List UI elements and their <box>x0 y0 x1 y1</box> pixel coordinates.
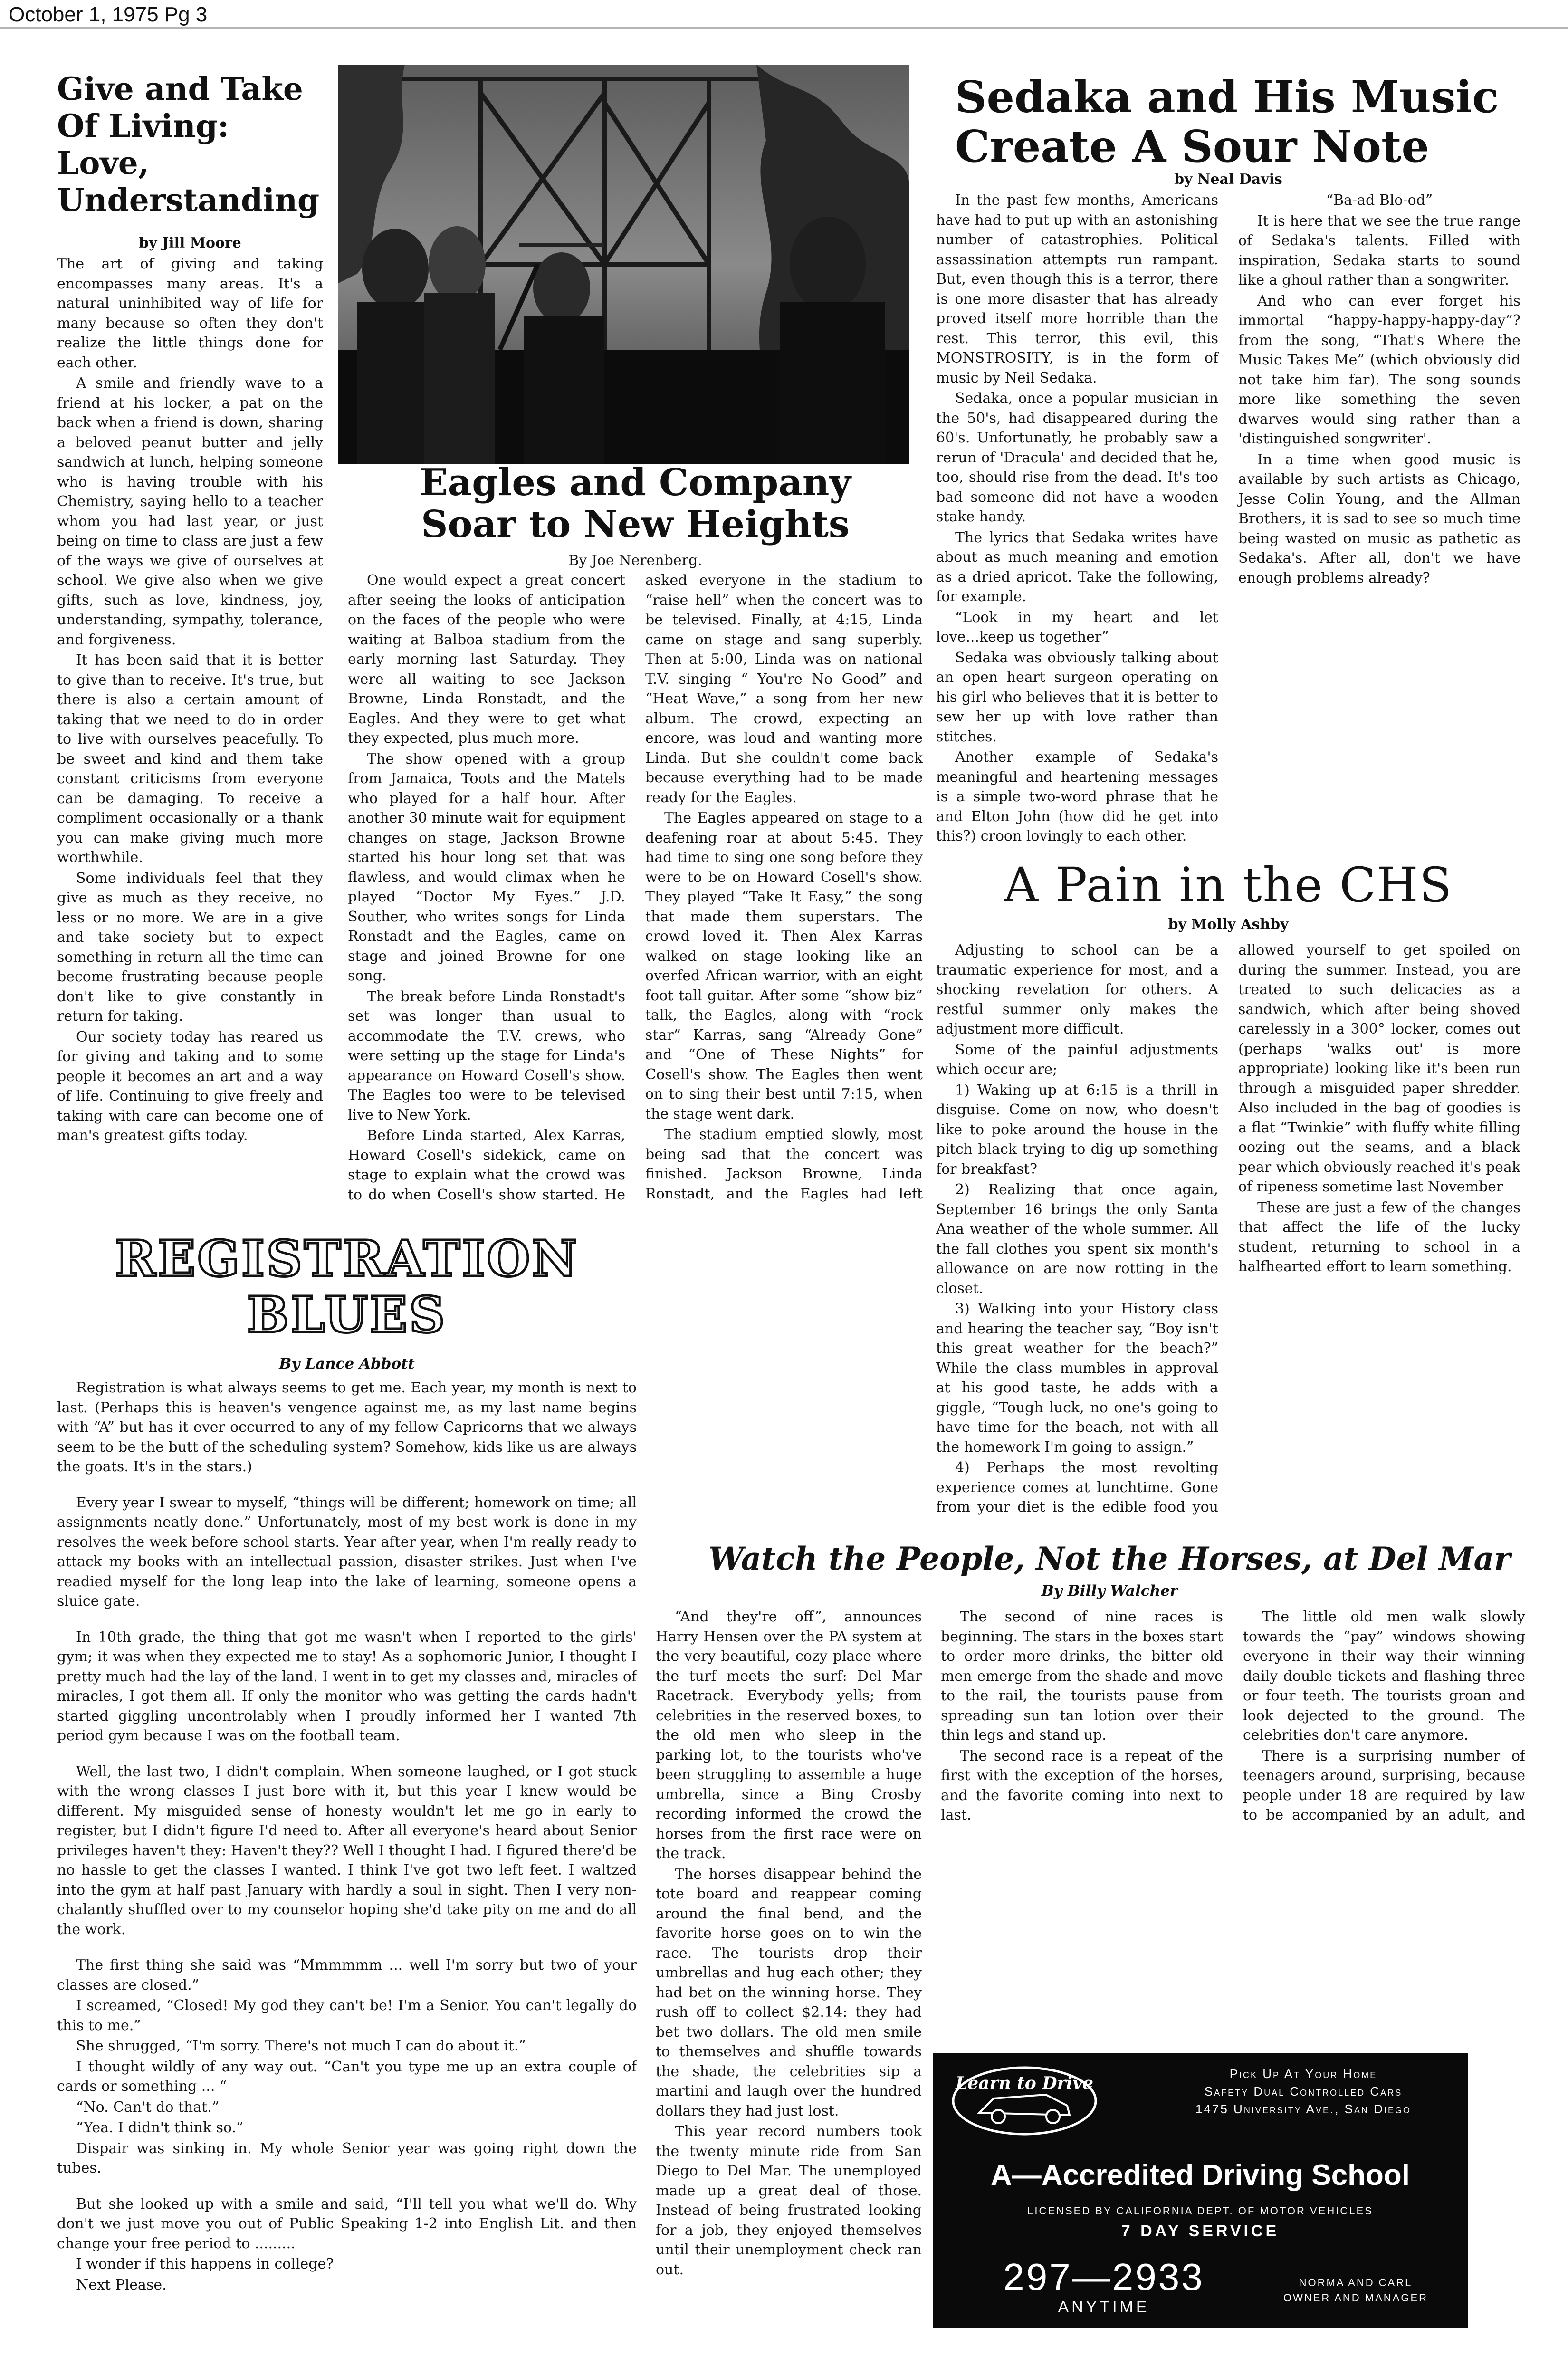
eagles-headline: Eagles and Company Soar to New Heights <box>420 462 851 546</box>
concert-photo <box>338 65 909 464</box>
pain-body: Adjusting to school can be a traumatic experience for most, and a shocking revelation for others. A restful summer only makes the adjustment more difficult. Some of the painful adjustments which occur are; 1) Waking up at 6:15 is a thrill in disguise. Come on now, who doesn't like to poke around the house in the pitch black trying to dig up something for breakfast? 2) Realizing that once again, September 16 brings the only Santa Ana weather of the whole summer. All the fall clothes you spent six month's allowance on are now rotting in the closet. 3) Walking into your History class and hearing the teacher say, “Boy isn't this great weather for the beach?” While the class mumbles in approval at his good taste, he adds with a giggle, “Tough luck, no one's going to have time for the beach, not with all the homework I'm going to assign.” 4) Perhaps the most revolting experience comes at lunchtime. Gone from your diet is the edible food you allowed yourself to get spoiled on during the summer. Instead, you are treated to such delicacies as a sandwich, which after being shoved carelessly in a 300° locker, comes out (perhaps 'walks out' is more appropriate) looking like it's been run through a misguided paper shredder. Also included in the bag of goodies is a flat “Twinkie” with fluffy white filling oozing out the seams, and a black pear which obviously reached it's peak of ripeness sometime last November These are just a few of the changes that affect the life of the lucky student, returning to school in a halfhearted effort to learn something. <box>936 942 1520 1515</box>
driving-school-logo <box>951 2065 1098 2136</box>
logo-text: Learn to Drive <box>955 2073 1094 2093</box>
driving-school-ad <box>933 2053 1468 2328</box>
delmar-headline: Watch the People, Not the Horses, at Del Mar <box>708 1540 1511 1577</box>
pain-headline: A Pain in the CHS <box>1004 859 1453 913</box>
header-rule <box>0 0 1568 29</box>
registration-article <box>57 1231 637 2371</box>
sedaka-article <box>936 72 1520 852</box>
ad-license: LICENSED BY CALIFORNIA DEPT. OF MOTOR VEHICLES <box>1027 2205 1373 2217</box>
registration-headline: REGISTRATION BLUES <box>115 1231 579 1344</box>
concert-photo-image <box>338 65 909 464</box>
ad-pickup: Pick Up At Your Home Safety Dual Controlled Cars 1475 University Ave., San Diego <box>1195 2067 1412 2116</box>
sedaka-body: In the past few months, Americans have had to put up with an astonishing number of catastrophies. Political assassination attempts run rampant. But, even though this is a terror, there is one more disaster that has already proved itself more horrible than the rest. This terror, this evil, this MONSTROSITY, is in the form of music by Neil Sedaka. Sedaka, once a popular musician in the 50's, had disappeared during the 60's. Unfortunatly, he probably saw a rerun of 'Dracula' and decided that he, too, should rise from the dead. It's too bad someone did not have a wooden stake handy. The lyrics that Sedaka writes have about as much meaning and emotion as a dried apricot. Take the following, for example. “Look in my heart and let love...keep us together” Sedaka was obviously talking about an open heart surgeon operating on his girl who believes that it is better to sew her up with love rather than stitches. Another example of Sedaka's meaningful and heartening messages is a simple two-word phrase that he and Elton John (how did he get into this?) croon lovingly to each other. “Ba-ad Blo-od” It is here that we see the true range of Sedaka's talents. Filled with inspiration, Sedaka starts to sound like a ghoul rather than a songwriter. And who can ever forget his immortal “happy-happy-happy-day”? from the song, “That's Where the Music Takes Me” (which obviously did not take him far). The song sounds more like something the seven dwarves would sing rather than a 'distinguished songwriter'. In a time when good music is available by such artists as Chicago, Jesse Colin Young, and the Allman Brothers, it is sad to see so much time being wasted on music as pathetic as Sedaka's. After all, don't we have enough problems already? <box>936 192 1520 844</box>
car-logo-icon <box>951 2065 1098 2136</box>
eagles-byline: By Joe Nerenberg. <box>568 552 702 569</box>
give-take-article <box>57 70 323 1192</box>
give-take-headline: Give and Take Of Living: Love, Understanding <box>57 70 320 219</box>
page-date: October 1, 1975 Pg 3 <box>9 3 208 26</box>
delmar-byline: By Billy Walcher <box>1041 1582 1178 1600</box>
pain-article <box>936 859 1520 1534</box>
ad-anytime: ANYTIME <box>1058 2298 1150 2316</box>
give-take-byline: by Jill Moore <box>139 235 241 251</box>
eagles-body: One would expect a great concert after seeing the looks of anticipation on the faces of the people who were waiting at Balboa stadium from the early morning last Saturday. They were all waiting to see Jackson Browne, Linda Ronstadt, and the Eagles. And they were to get what they expected, plus much more. The show opened with a group from Jamaica, Toots and the Matels who played for a half hour. After another 30 minute wait for equipment changes on stage, Jackson Browne started his hour long set that was flawless, and would climax when he played “Doctor My Eyes.” J.D. Souther, who writes songs for Linda Ronstadt and the Eagles, came on stage and joined Browne for one song. The break before Linda Ronstadt's set was longer than usual to accommodate the T.V. crews, who were setting up the stage for Linda's appearance on Howard Cosell's show. The Eagles too were to be televised live to New York. Before Linda started, Alex Karras, Howard Cosell's sidekick, came on stage to explain what the crowd was to do when Cosell's show started. He asked everyone in the stadium to “raise hell” when the concert was to be televised. Finally, at 4:15, Linda came on stage and sang superbly. Then at 5:00, Linda was on national T.V. singing “ You're No Good” and “Heat Wave,” a song from her new album. The crowd, expecting an encore, was loud and wanting more Linda. But she couldn't come back because everything had to be made ready for the Eagles. The Eagles appeared on stage to a deafening roar at about 5:45. They had time to sing one song before they were to be on Howard Cosell's show. They played “Take It Easy,” the song that made them superstars. The crowd loved it. Then Alex Karras walked on stage looking like an overfed African warrior, with an eight foot tall guitar. After some “show biz” talk, the Eagles, along with “rock star” Karras, sang “Already Gone” and “One of These Nights” for Cosell's show. The Eagles then went on to sing their best until 7:15, when the stage went dark. The stadium emptied slowly, most being sad that the concert was finished. Jackson Browne, Linda Ronstadt, and the Eagles had left <box>348 572 923 1203</box>
delmar-col-1: “And they're off”, announces Harry Hensen over the PA system at the very beautiful, cozy place where the turf meets the surf: Del Mar Racetrack. Everybody yells; from celebrities in the reserved boxes, to the old men who sleep in the parking lot, to the tourists who've been struggling to assemble a huge umbrella, since a Bing Crosby recording informed the crowd the horses from the first race were on the track. The horses disappear behind the tote board and reappear coming around the final bend, and the favorite horse goes on to win the race. The tourists drop their umbrellas and hug each other; they had bet on the winning horse. They rush off to collect $2.14: they had bet two dollars. The old men smile to themselves and shuffle towards the shade, the celebrities sip a martini and laugh over the hundred dollars they had just lost. This year record numbers took the twenty minute ride from San Diego to Del Mar. The unemployed made up a great deal of those. Instead of being frustrated looking for a job, they enjoyed themselves until their unemployment check ran out. <box>656 1609 922 2278</box>
registration-byline: By Lance Abbott <box>279 1355 415 1372</box>
sedaka-headline: Sedaka and His Music Create A Sour Note <box>955 72 1499 172</box>
ad-service: 7 DAY SERVICE <box>1121 2222 1280 2240</box>
eagles-article <box>348 462 923 1203</box>
ad-school-name: A—Accredited Driving School <box>991 2159 1410 2192</box>
ad-phone: 297—2933 <box>1003 2256 1205 2298</box>
registration-body: Registration is what always seems to get me. Each year, my month is next to last. (Perhaps this is heaven's vengence against me, as my last name begins with “A” but has it ever occurred to any of my fellow Capricorns that we always seem to be the butt of the scheduling system? Somehow, kids like us are always the goats. It's in the stars.) Every year I swear to myself, “things will be different; homework on time; all assignments neatly done.” Unfortunately, most of my best work is done in my resolves the week before school starts. Year after year, when I'm really ready to attack my books with an intellectual passion, disaster strikes. Just when I've readied myself for the long leap into the lake of learning, someone opens a sluice gate. In 10th grade, the thing that got me wasn't when I reported to the girls' gym; it was when they expected me to stay! As a sophomoric Junior, I thought I pretty much had the lay of the land. I went in to get my classes and, miracles of miracles, I got them all. If only the monitor who was getting the cards hadn't started giggling uncontrolably when I proudly informed her I wanted 7th period gym because I was on the football team. Well, the last two, I didn't complain. When someone laughed, or I got stuck with the wrong classes I just bore with it, but this year I knew would be different. My misguided sense of honesty wouldn't let me go in early to register, but I didn't figure I'd need to. After all everyone's heard about Senior privileges haven't they: Haven't they?? Well I thought I had. I figured there'd be no hassle to get the classes I wanted. I think I've got two left feet. I waltzed into the gym at half past January with hardly a soul in sight. Then I very non-chalantly shuffled over to my counselor hoping she'd take pity on me and do all the work. The first thing she said was “Mmmmmm ... well I'm sorry but two of your classes are closed.” I screamed, “Closed! My god they can't be! I'm a Senior. You can't legally do this to me.” She shrugged, “I'm sorry. There's not much I can do about it.” I thought wildly of any way out. “Can't you type me up an extra couple of cards or something ... “ “No. Can't do that.” “Yea. I didn't think so.” Dispair was sinking in. My whole Senior year was going right down the tubes. But she looked up with a smile and said, “I'll tell you what we'll do. Why don't we just move you out of Public Speaking 1-2 into English Lit. and then change your free period to ......... I wonder if this happens in college? Next Please. <box>57 1380 637 2293</box>
give-take-body: The art of giving and taking encompasses many areas. It's a natural uninhibited way of life for many because so often they don't realize the little things done for each other. A smile and friendly wave to a friend at his locker, a pat on the back when a friend is down, sharing a beloved peanut butter and jelly sandwich at lunch, helping someone who is having trouble with his Chemistry, saying hello to a teacher whom you had last year, or just being on time to class are just a few of the ways we give of ourselves at school. We give also when we give gifts, such as love, kindness, joy, understanding, sympathy, tolerance, and forgiveness. It has been said that it is better to give than to receive. It's true, but there is also a certain amount of taking that we need to do in order to live with ourselves peacefully. To be sweet and kind and them take constant criticisms from everyone can be damaging. To receive a compliment occasionally or a thank you can make giving much more worthwhile. Some individuals feel that they give as much as they receive, no less or no more. We are in a give and take society but to expect something in return all the time can become frustrating because people don't like to give constantly in return for taking. Our society today has reared us for giving and taking and to some people it becomes an art and a way of life. Continuing to give freely and taking with care can become one of man's greatest gifts today. <box>57 256 323 1144</box>
delmar-col-2-3: The second of nine races is beginning. The stars in the boxes start to order more drinks, the bitter old men emerge from the shade and move to the rail, the tourists pause from spreading sun tan lotion over their thin legs and stand up. The second race is a repeat of the first with the exception of the horses, and the favorite coming into next to last. The little old men walk slowly towards the “pay” windows showing everyone in their way their winning daily double tickets and flashing three or four teeth. The tourists groan and look dejected to the ground. The celebrities don't care anymore. There is a surprising number of teenagers around, surprising, because people under 18 are required by law to be accompanied by an adult, and <box>941 1609 1525 1823</box>
pain-byline: by Molly Ashby <box>1168 916 1289 933</box>
sedaka-byline: by Neal Davis <box>1174 171 1282 188</box>
ad-owners: NORMA AND CARL OWNER AND MANAGER <box>1283 2277 1428 2304</box>
